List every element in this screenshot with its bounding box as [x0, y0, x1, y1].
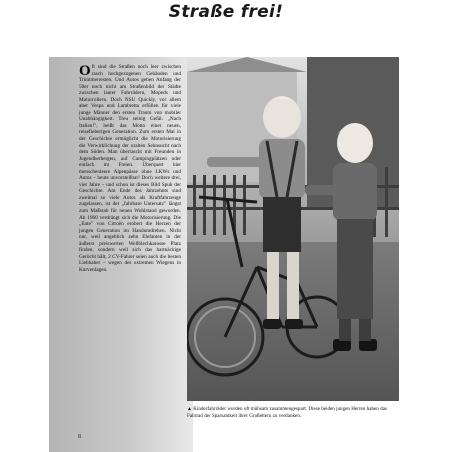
- article-body: [79, 64, 181, 274]
- page-title: Straße frei!: [168, 2, 284, 22]
- caption-marker-icon: ▲: [187, 407, 192, 412]
- article-paragraph: [79, 64, 181, 274]
- page-number: 8: [78, 434, 81, 440]
- article-text: ft sind die Straßen noch leer zwischen rasch hochgezogenen Gebäuden und Trümmerresten. Und Autos geben Anfang der 50er noch nicht am Straßenbild der Städte zwischen lauter Fahrrädern, Mopeds und Motorrollern. Doch NSU Quickly, vor allem aber Vespa und Lambretta erfüllen für viele junge Männer den ersten Traum von mobiler Unabhängigkeit. Treu seinig Gefäl. „Nach Italien!", heißt das Motto einer neuen, reisefieberigen Generation. Zum ersten Mal in der Geschichte ermöglicht die Motorisierung die Verwirklichung der uralten Sehnsucht nach dem Süden. Man überrascht mit Freunden in Jugendherbergen, auf Campingplätzen oder einfach im Freien. Überquert hier menschenleere Alpenpässe ohne LKWs und Autos – heute unvorstellbar! Doch weitere drei, vier Jahre – und schon ist dieses Bild Spuk der Geschichte. Am Ende des Jahrzehnts sind zweimal so viele Autos als Kraftfahrzeuge zugelassen, ist der „fahrbare Untersatz" längst zum Maßstab für neuen Wohlstand geworden. Ab 1960 verdrängt sich die Motorisierung. Die „Ente" von Citroën erobert die Herzen der jungen Generation im Handumdrehen. Nicht nur, weil angeblich zehn Elefanten in der äußerst preiswerten Wellblechkarosse Platz finden, sondern weil sich das hartnäckige Gerücht hält, 2 CV-Fahrer seien auch die besten Liebhaber – wegen des extremen Wiegens in Kurvenlagen.: [79, 64, 181, 273]
- photo-illustration: [187, 57, 399, 401]
- photo: [187, 57, 399, 401]
- photo-caption: [187, 406, 399, 420]
- drop-cap: O: [79, 63, 91, 79]
- caption-text: Kinderfahrräder wurden oft mühsam zusammengespart. Diese beiden jungen Herren haben das Fahrrad der Sparsamkeit ihrer Großeltern zu verdanken.: [187, 406, 387, 420]
